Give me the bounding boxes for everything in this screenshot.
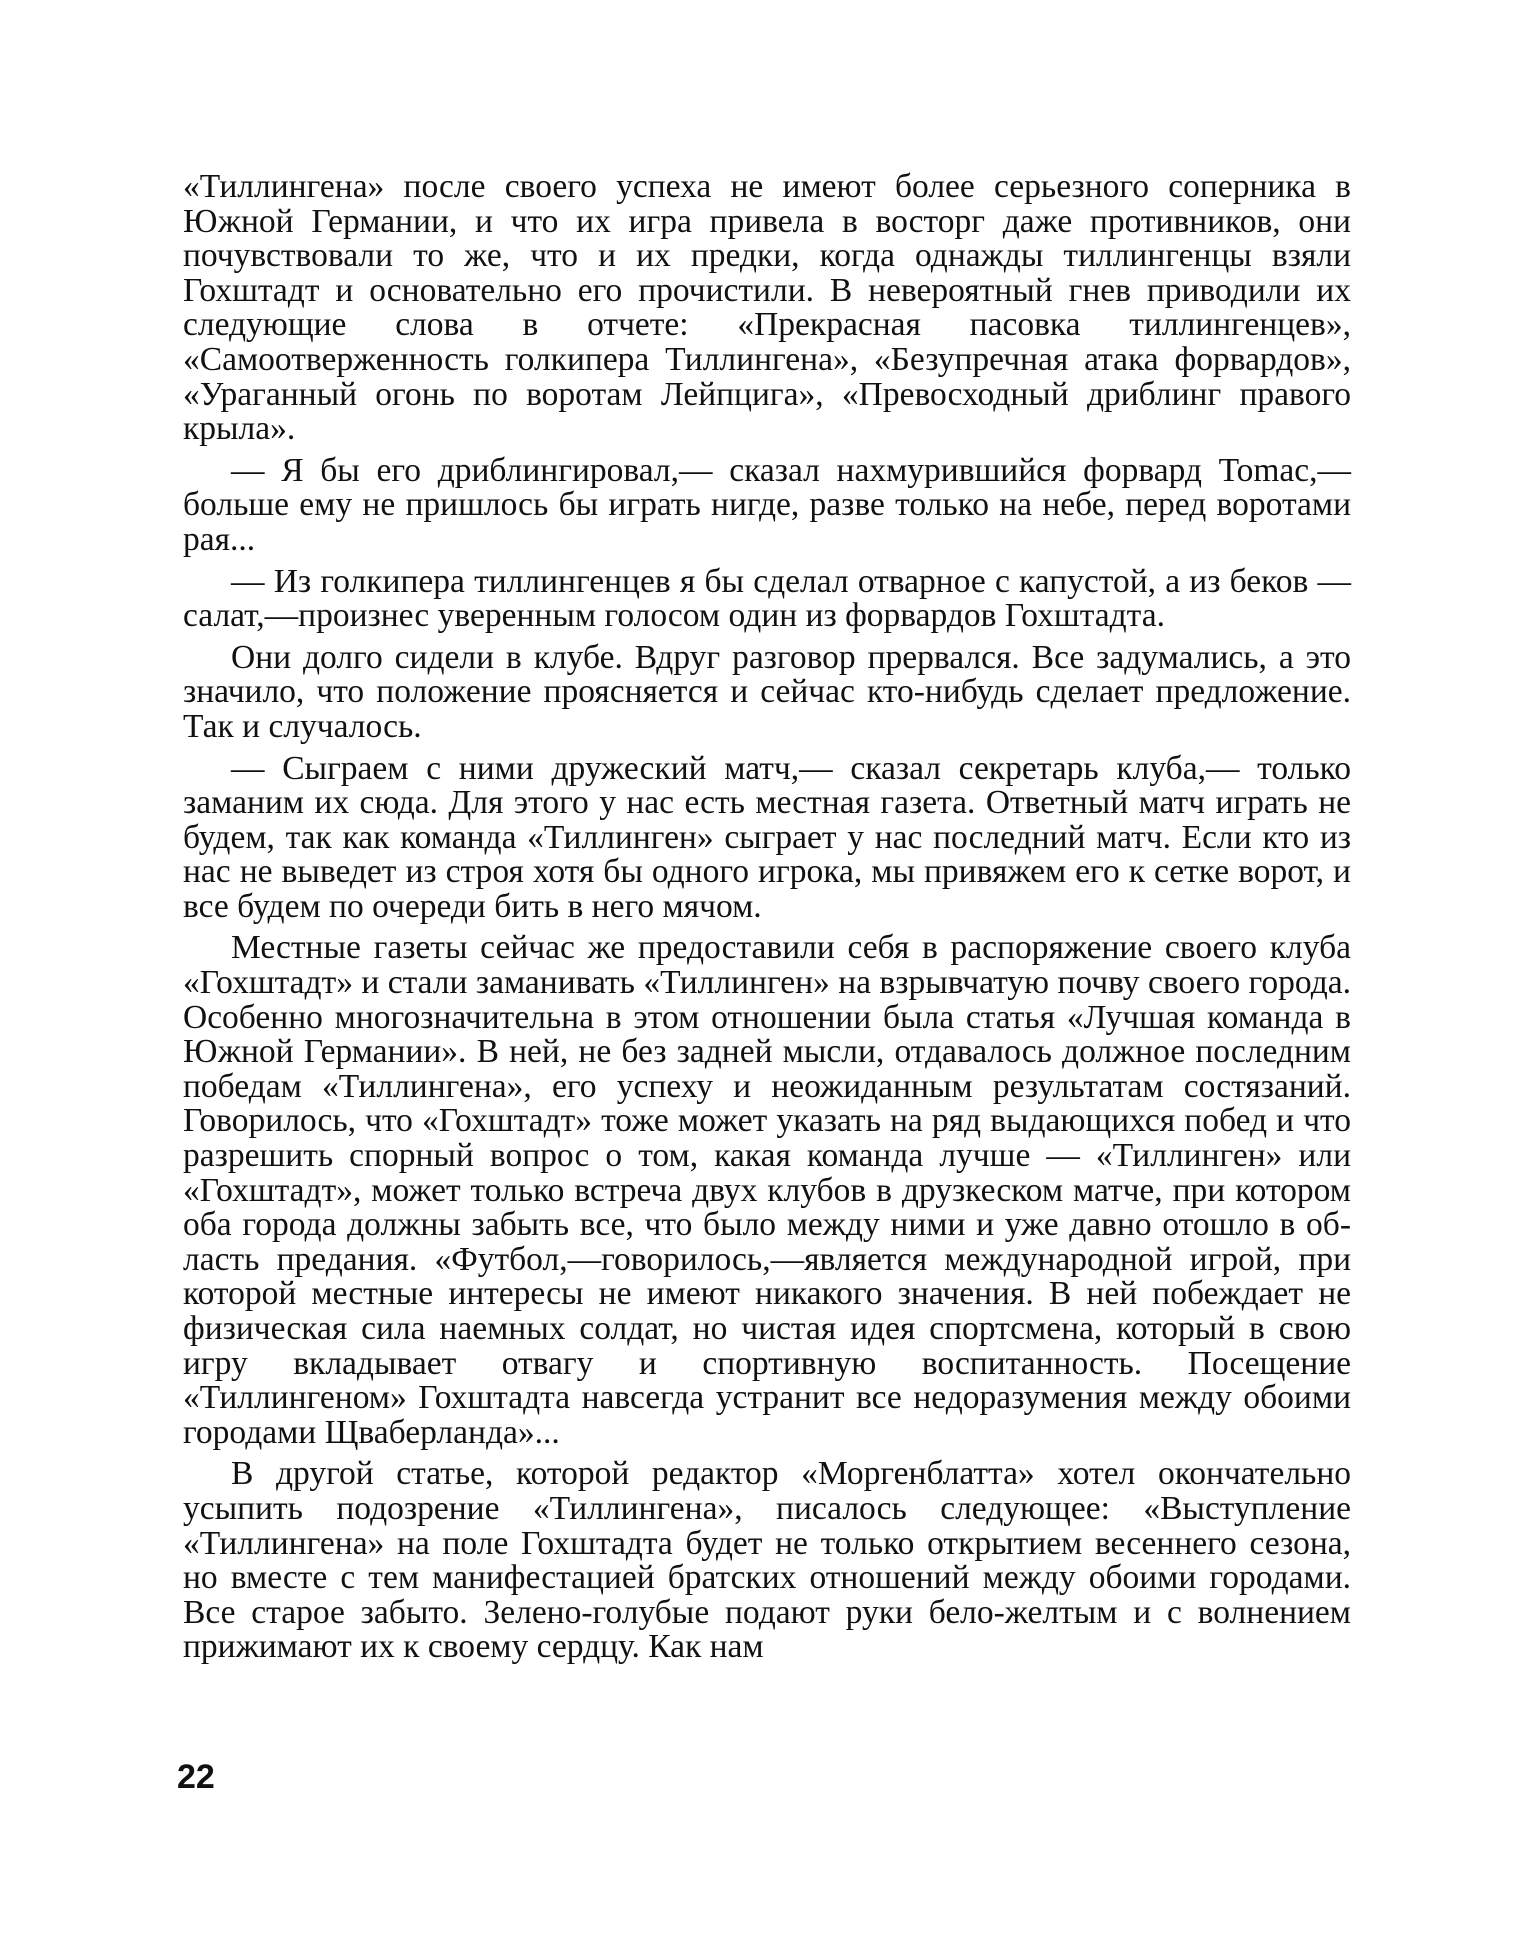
page-number: 22 [177,1758,215,1796]
paragraph-club-meeting: Они долго сидели в клубе. Вдруг разговор прервался. Все задумались, а это значило, что положение проясняется и сейчас кто-нибудь сделает предложение. Так и случалось. [183,638,1351,745]
paragraph-dialogue-secretary: — Сыграем с ними дружеский матч,— сказал секретарь клуба,— только заманим их сюда. Для этого у нас есть местная газета. Ответный матч играть не будем, так как команда «Тиллинген» сыграет у нас последний матч. Если кто из нас не выведет из строя хотя бы одного игрока, мы привяжем его к сетке ворот, и все будем по очереди бить в него мячом. [183,749,1351,925]
paragraph-local-newspapers: Местные газеты сейчас же предоставили себя в распоряжение своего клуба «Гохштадт» и стали заманивать «Тиллинген» на взрывчатую почву своего города. Особенно многозначительна в этом отношении была статья «Лучшая команда в Южной Германии». В ней, не без задней мысли, отдавалось должное последним победам «Тиллингена», его успеху и неожиданным результатам состязаний. Говорилось, что «Гохштадт» тоже может указать на ряд выдающихся побед и что разрешить спорный вопрос о том, какая команда лучше — «Тиллинген» или «Гохштадт», может только встреча двух клубов в друзкеском матче, при котором оба города должны забыть все, что было между ними и уже давно отошло в область предания. «Футбол,—говорилось,—является международной игрой, при которой местные интересы не имеют никакого значения. В ней побеждает не физическая сила наемных солдат, но чистая идея спортсмена, который в свою игру вкладывает отвагу и спортивную воспитанность. Посещение «Тиллингеном» Гохштадта навсегда устранит все недоразумения между обоими городами Щваберланда»... [183,929,1351,1451]
paragraph-continuation: «Тиллингена» после своего успеха не имеют более серьезного соперника в Южной Германии, и что их игра привела в восторг даже противников, они почувствовали то же, что и их предки, когда однажды тиллингенцы взяли Гохштадт и основательно его прочистили. В невероятный гнев приводили их следующие слова в отчете: «Прекрасная пасовка тиллингенцев», «Самоотверженность голкипера Тиллингена», «Безупречная атака форвардов», «Ураганный огонь по воротам Лейпцига», «Превосходный дриблинг правого крыла». [183,168,1351,448]
paragraph-dialogue-tomas: — Я бы его дриблингировал,— сказал нахмурившийся форвард Тоmас,— больше ему не пришлось бы играть нигде, разве только на небе, перед воротами рая... [183,451,1351,558]
paragraph-dialogue-forward: — Из голкипера тиллингенцев я бы сделал отварное с капустой, а из беков — салат,—произнес уверенным голосом один из форвардов Гохштадта. [183,562,1351,635]
body-text [183,170,1351,1665]
paragraph-another-article: В другой статье, которой редактор «Моргенблатта» хотел окончательно усыпить подозрение «Тиллингена», писалось следующее: «Выступление «Тиллингена» на поле Гохштадта будет не только открытием весеннего сезона, но вместе с тем манифестацией братских отношений между обоими городами. Все старое забыто. Зелено-голубые подают руки бело-желтым и с волнением прижимают их к своему сердцу. Как нам [183,1455,1351,1666]
